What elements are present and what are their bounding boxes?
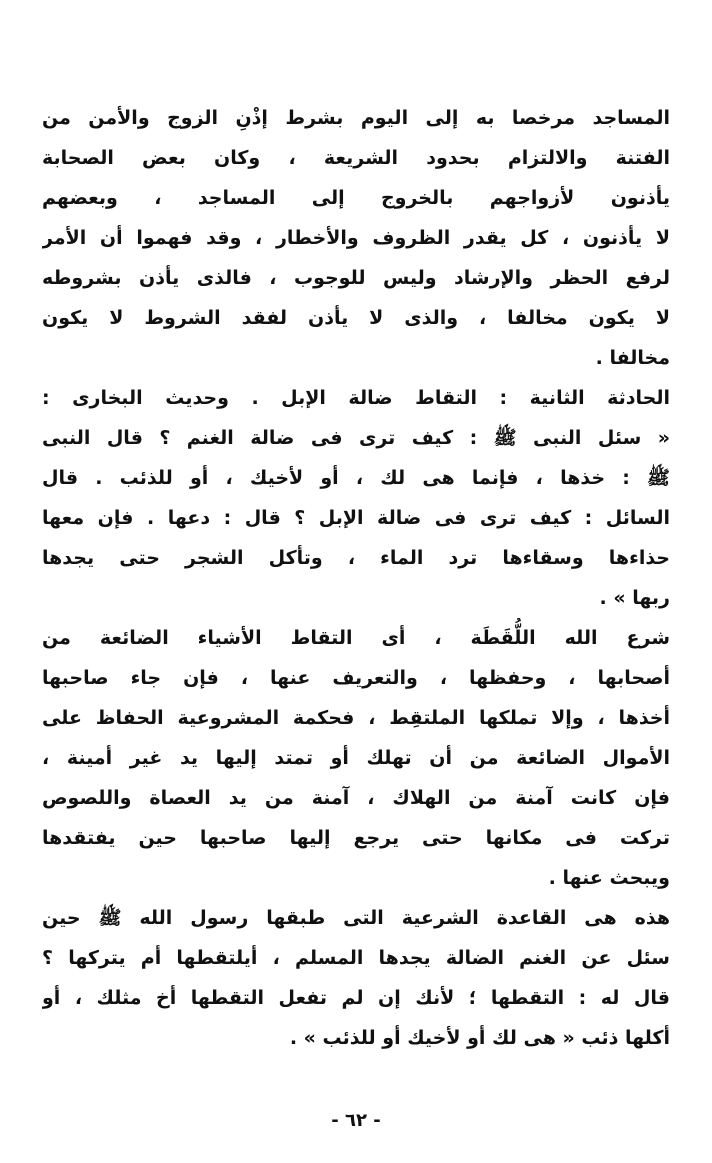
text-line: تركت فى مكانها حتى يرجع إليها صاحبها حين يفتقدها [42, 827, 670, 849]
text-line: لرفع الحظر والإرشاد وليس للوجوب ، فالذى يأذن بشروطه [42, 267, 670, 289]
text-line: فإن كانت آمنة من الهلاك ، آمنة من يد العصاة واللصوص [42, 787, 670, 809]
text-line: يأذنون لأزواجهم بالخروج إلى المساجد ، وبعضهم [42, 187, 670, 209]
text-line: ﷺ : خذها ، فإنما هى لك ، أو لأخيك ، أو للذئب . قال [42, 467, 670, 489]
text-line: الحادثة الثانية : التقاط ضالة الإبل . وحديث البخارى : [42, 387, 670, 409]
paragraph-3 [42, 618, 670, 898]
paragraph-1 [42, 98, 670, 378]
text-line: الفتنة والالتزام بحدود الشريعة ، وكان بعض الصحابة [42, 147, 670, 169]
text-line: لا يأذنون ، كل يقدر الظروف والأخطار ، وقد فهموا أن الأمر [42, 227, 670, 249]
text-line: ربها » . [599, 587, 670, 609]
text-line: السائل : كيف ترى فى ضالة الإبل ؟ قال : دعها . فإن معها [42, 507, 670, 529]
text-line: أصحابها ، وحفظها ، والتعريف عنها ، فإن جاء صاحبها [42, 667, 670, 689]
text-line: هذه هى القاعدة الشرعية التى طبقها رسول الله ﷺ حين [42, 907, 670, 929]
paragraph-2 [42, 378, 670, 618]
text-line: ويبحث عنها . [548, 867, 670, 889]
text-line: المساجد مرخصا به إلى اليوم بشرط إذْنِ الزوج والأمن من [42, 107, 670, 129]
text-line: الأموال الضائعة من أن تهلك أو تمتد إليها يد غير أمينة ، [42, 747, 670, 769]
text-line: شرع الله اللُّقَطَة ، أى التقاط الأشياء الضائعة من [42, 627, 670, 649]
page-number: - ٦٢ - [331, 1110, 381, 1131]
text-line: أخذها ، وإلا تملكها الملتقِط ، فحكمة المشروعية الحفاظ على [42, 707, 670, 729]
text-line: حذاءها وسقاءها ترد الماء ، وتأكل الشجر حتى يجدها [42, 547, 670, 569]
text-line: سئل عن الغنم الضالة يجدها المسلم ، أيلتقطها أم يتركها ؟ [42, 947, 670, 969]
text-line: قال له : التقطها ؛ لأنك إن لم تفعل التقطها أخ مثلك ، أو [42, 987, 670, 1009]
text-line: أكلها ذئب « هى لك أو لأخيك أو للذئب » . [289, 1027, 670, 1049]
paragraph-4 [42, 898, 670, 1058]
text-line: لا يكون مخالفا ، والذى لا يأذن لفقد الشروط لا يكون [42, 307, 670, 329]
text-line: مخالفا . [595, 347, 670, 369]
text-line: « سئل النبى ﷺ : كيف ترى فى ضالة الغنم ؟ قال النبى [42, 427, 670, 449]
